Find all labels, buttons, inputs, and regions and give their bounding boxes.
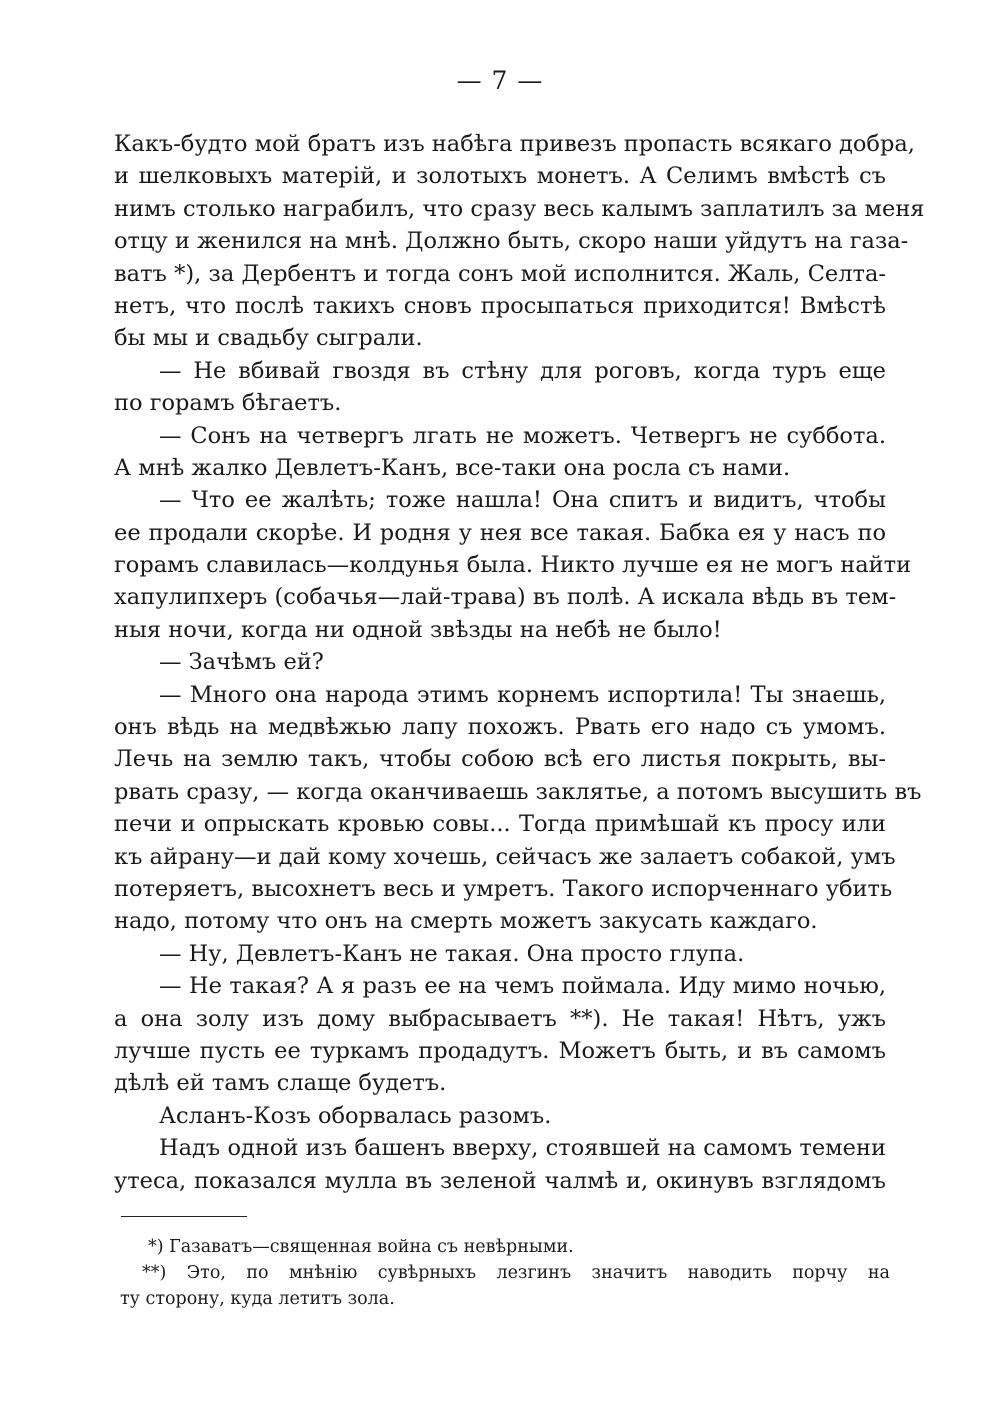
text-line: — Не вбивай гвоздя въ стѣну для роговъ, когда туръ еще bbox=[159, 357, 886, 384]
text-line: и шелковыхъ матерій, и золотыхъ монетъ. А Селимъ вмѣстѣ съ bbox=[114, 163, 886, 190]
text-line: а она золу изъ дому выбрасываетъ **). Не такая! Нѣтъ, ужъ bbox=[114, 1005, 886, 1032]
text-line: — Не такая? А я разъ ее на чемъ поймала. Иду мимо ночью, bbox=[159, 973, 886, 1000]
text-line: дѣлѣ ей тамъ слаще будетъ. bbox=[114, 1070, 447, 1097]
footnotes bbox=[120, 1234, 890, 1312]
text-line: Асланъ-Козъ оборвалась разомъ. bbox=[159, 1102, 552, 1129]
text-line: Лечь на землю такъ, чтобы собою всѣ его листья покрыть, вы- bbox=[114, 746, 886, 773]
footnote-line: *) Газаватъ—священная война съ невѣрными. bbox=[148, 1237, 574, 1257]
text-line: Какъ-будто мой братъ изъ набѣга привезъ пропасть всякаго добра, bbox=[114, 131, 915, 157]
text-line: по горамъ бѣгаетъ. bbox=[114, 390, 342, 417]
text-line: — Ну, Девлетъ-Канъ не такая. Она просто глупа. bbox=[159, 940, 745, 967]
text-line: — Сонъ на четвергъ лгать не можетъ. Четвергъ не суббота. bbox=[159, 422, 886, 449]
text-line: печи и опрыскать кровью совы... Тогда примѣшай къ просу или bbox=[114, 811, 886, 838]
text-line: утеса, показался мулла въ зеленой чалмѣ и, окинувъ взглядомъ bbox=[114, 1167, 886, 1194]
text-line: онъ вѣдь на медвѣжью лапу похожъ. Рвать его надо съ умомъ. bbox=[114, 714, 886, 741]
text-line: Надъ одной изъ башенъ вверху, стоявшей на самомъ темени bbox=[159, 1135, 886, 1162]
footnote-line: ту сторону, куда летитъ зола. bbox=[120, 1289, 395, 1309]
text-line: нимъ столько награбилъ, что сразу весь калымъ заплатилъ за меня bbox=[114, 195, 925, 222]
text-line: хапулипхеръ (собачья—лай-трава) въ полѣ. А искала вѣдь въ тем- bbox=[114, 584, 897, 611]
text-line: — Что ее жалѣть; тоже нашла! Она спитъ и видитъ, чтобы bbox=[159, 487, 886, 514]
text-line: ее продали скорѣе. И родня у нея все такая. Бабка ея у насъ по bbox=[114, 519, 886, 546]
text-line: — Много она народа этимъ корнемъ испортила! Ты знаешь, bbox=[159, 681, 886, 708]
page-number: — 7 — bbox=[456, 66, 544, 95]
text-line: бы мы и свадьбу сыграли. bbox=[114, 325, 423, 352]
footnote-line: **) Это, по мнѣнію сувѣрныхъ лезгинъ значитъ наводить порчу на bbox=[142, 1263, 890, 1283]
text-line: рвать сразу, — когда оканчиваешь заклятье, а потомъ высушить въ bbox=[114, 778, 922, 805]
text-line: къ айрану—и дай кому хочешь, сейчасъ же залаетъ собакой, умъ bbox=[114, 843, 896, 870]
text-line: нетъ, что послѣ такихъ сновъ просыпаться приходится! Вмѣстѣ bbox=[114, 292, 886, 319]
text-line: лучше пусть ее туркамъ продадутъ. Можетъ быть, и въ самомъ bbox=[114, 1037, 886, 1064]
text-line: отцу и женился на мнѣ. Должно быть, скоро наши уйдутъ на газа- bbox=[114, 228, 909, 255]
text-line: А мнѣ жалко Девлетъ-Канъ, все-таки она росла съ нами. bbox=[114, 454, 791, 481]
text-line: потеряетъ, высохнетъ весь и умретъ. Такого испорченнаго убить bbox=[114, 875, 893, 902]
text-line: — Зачѣмъ ей? bbox=[159, 649, 324, 676]
text-line: надо, потому что онъ на смерть можетъ закусать каждаго. bbox=[114, 908, 818, 935]
footnote-divider bbox=[121, 1216, 247, 1217]
text-line: ватъ *), за Дербентъ и тогда сонъ мой исполнится. Жаль, Селта- bbox=[114, 260, 886, 287]
main-text bbox=[114, 128, 925, 1197]
text-line: ныя ночи, когда ни одной звѣзды на небѣ не было! bbox=[114, 616, 722, 643]
text-line: горамъ славилась—колдунья была. Никто лучше ея не могъ найти bbox=[114, 552, 912, 579]
